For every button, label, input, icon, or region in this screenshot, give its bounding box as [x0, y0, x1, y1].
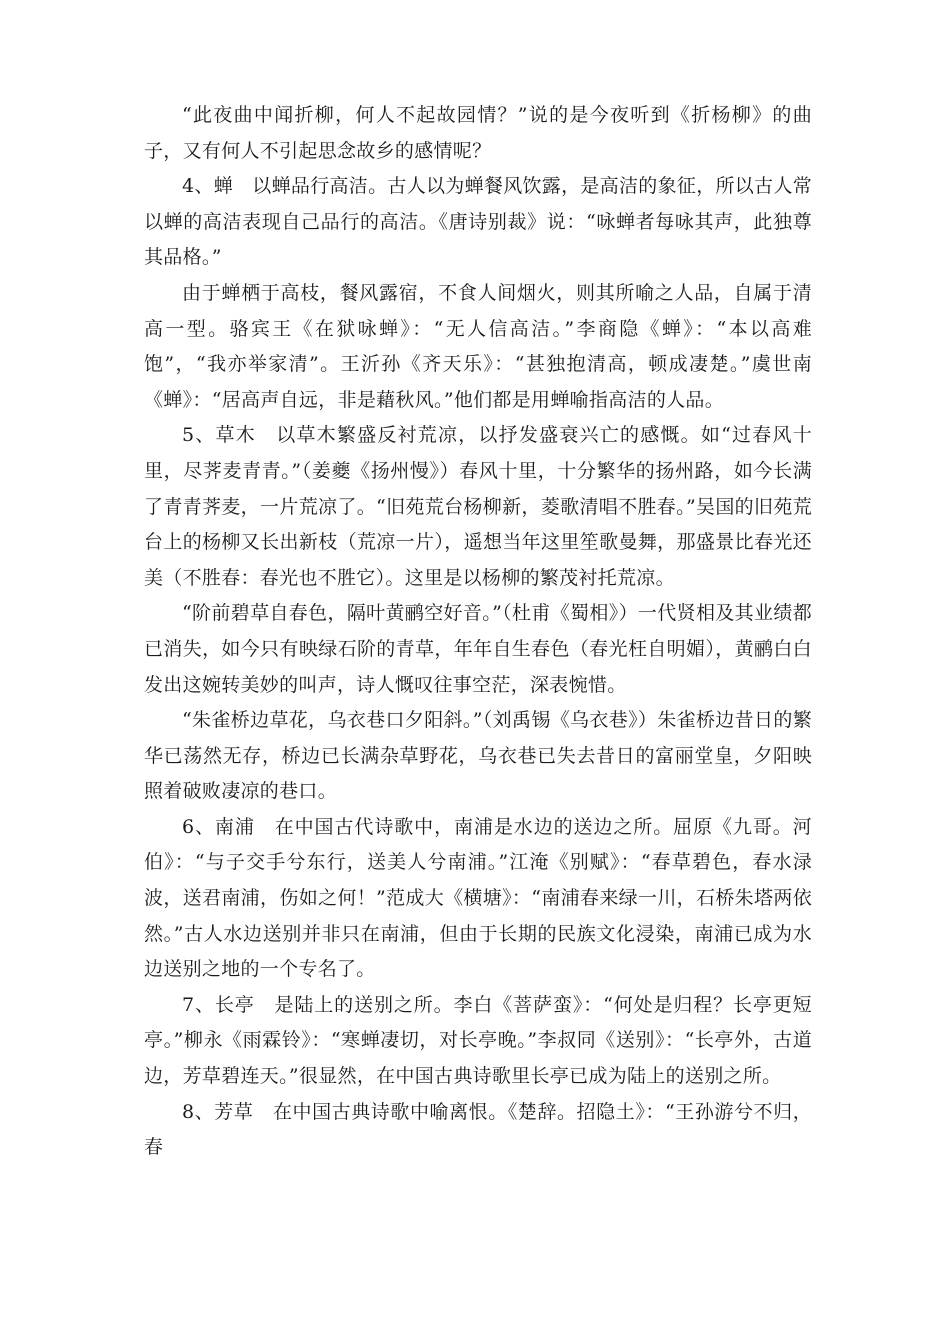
paragraph-cicada-examples: 由于蝉栖于高枝，餐风露宿，不食人间烟火，则其所喻之人品，自属于清高一型。骆宾王《在狱咏蝉》：“无人信高洁。”李商隐《蝉》：“本以高难饱”，“我亦举家清”。王沂孙《齐天乐》：“甚独抱清高，顿成凄楚。”虞世南《蝉》：“居高声自远，非是藉秋风。”他们都是用蝉喻指高洁的人品。 [144, 281, 812, 411]
document-body [144, 98, 812, 1166]
paragraph-4-cicada: 4、蝉 以蝉品行高洁。古人以为蝉餐风饮露，是高洁的象征，所以古人常以蝉的高洁表现自己品行的高洁。《唐诗别裁》说：“咏蝉者每咏其声，此独尊其品格。” [144, 175, 812, 269]
paragraph-5-vegetation: 5、草木 以草木繁盛反衬荒凉，以抒发盛衰兴亡的感慨。如“过春风十里，尽荠麦青青。”（姜夔《扬州慢》）春风十里，十分繁华的扬州路，如今长满了青青荠麦，一片荒凉了。“旧苑荒台杨柳新，菱歌清唱不胜春。”吴国的旧苑荒台上的杨柳又长出新枝（荒凉一片），遥想当年这里笙歌曼舞，那盛景比春光还美（不胜春：春光也不胜它）。这里是以杨柳的繁茂衬托荒凉。 [144, 424, 812, 589]
paragraph-7-changting: 7、长亭 是陆上的送别之所。李白《菩萨蛮》：“何处是归程？长亭更短亭。”柳永《雨霖铃》：“寒蝉凄切，对长亭晚。”李叔同《送别》：“长亭外，古道边，芳草碧连天。”很显然，在中国古典诗歌里长亭已成为陆上的送别之所。 [144, 993, 812, 1088]
paragraph-wuyixiang: “朱雀桥边草花，乌衣巷口夕阳斜。”（刘禹锡《乌衣巷》）朱雀桥边昔日的繁华已荡然无存，桥边已长满杂草野花，乌衣巷已失去昔日的富丽堂皇，夕阳映照着破败凄凉的巷口。 [144, 709, 812, 803]
paragraph-6-nanpu: 6、南浦 在中国古代诗歌中，南浦是水边的送边之所。屈原《九哥。河伯》：“与子交手兮东行，送美人兮南浦。”江淹《别赋》：“春草碧色，春水渌波，送君南浦，伤如之何！”范成大《横塘》：“南浦春来绿一川，石桥朱塔两依然。”古人水边送别并非只在南浦，但由于长期的民族文化浸染，南浦已成为水边送别之地的一个专名了。 [144, 815, 812, 981]
paragraph-8-fangcao: 8、芳草 在中国古典诗歌中喻离恨。《楚辞。招隐土》：“王孙游兮不归，春 [144, 1100, 812, 1159]
paragraph-zheliu-quote: “此夜曲中闻折柳，何人不起故园情？”说的是今夜听到《折杨柳》的曲子，又有何人不引起思念故乡的感情呢？ [144, 104, 812, 162]
paragraph-shuxiang: “阶前碧草自春色，隔叶黄鹂空好音。”（杜甫《蜀相》）一代贤相及其业绩都已消失，如今只有映绿石阶的青草，年年自生春色（春光枉自明媚），黄鹂白白发出这婉转美妙的叫声，诗人慨叹往事空茫，深表惋惜。 [144, 602, 812, 696]
